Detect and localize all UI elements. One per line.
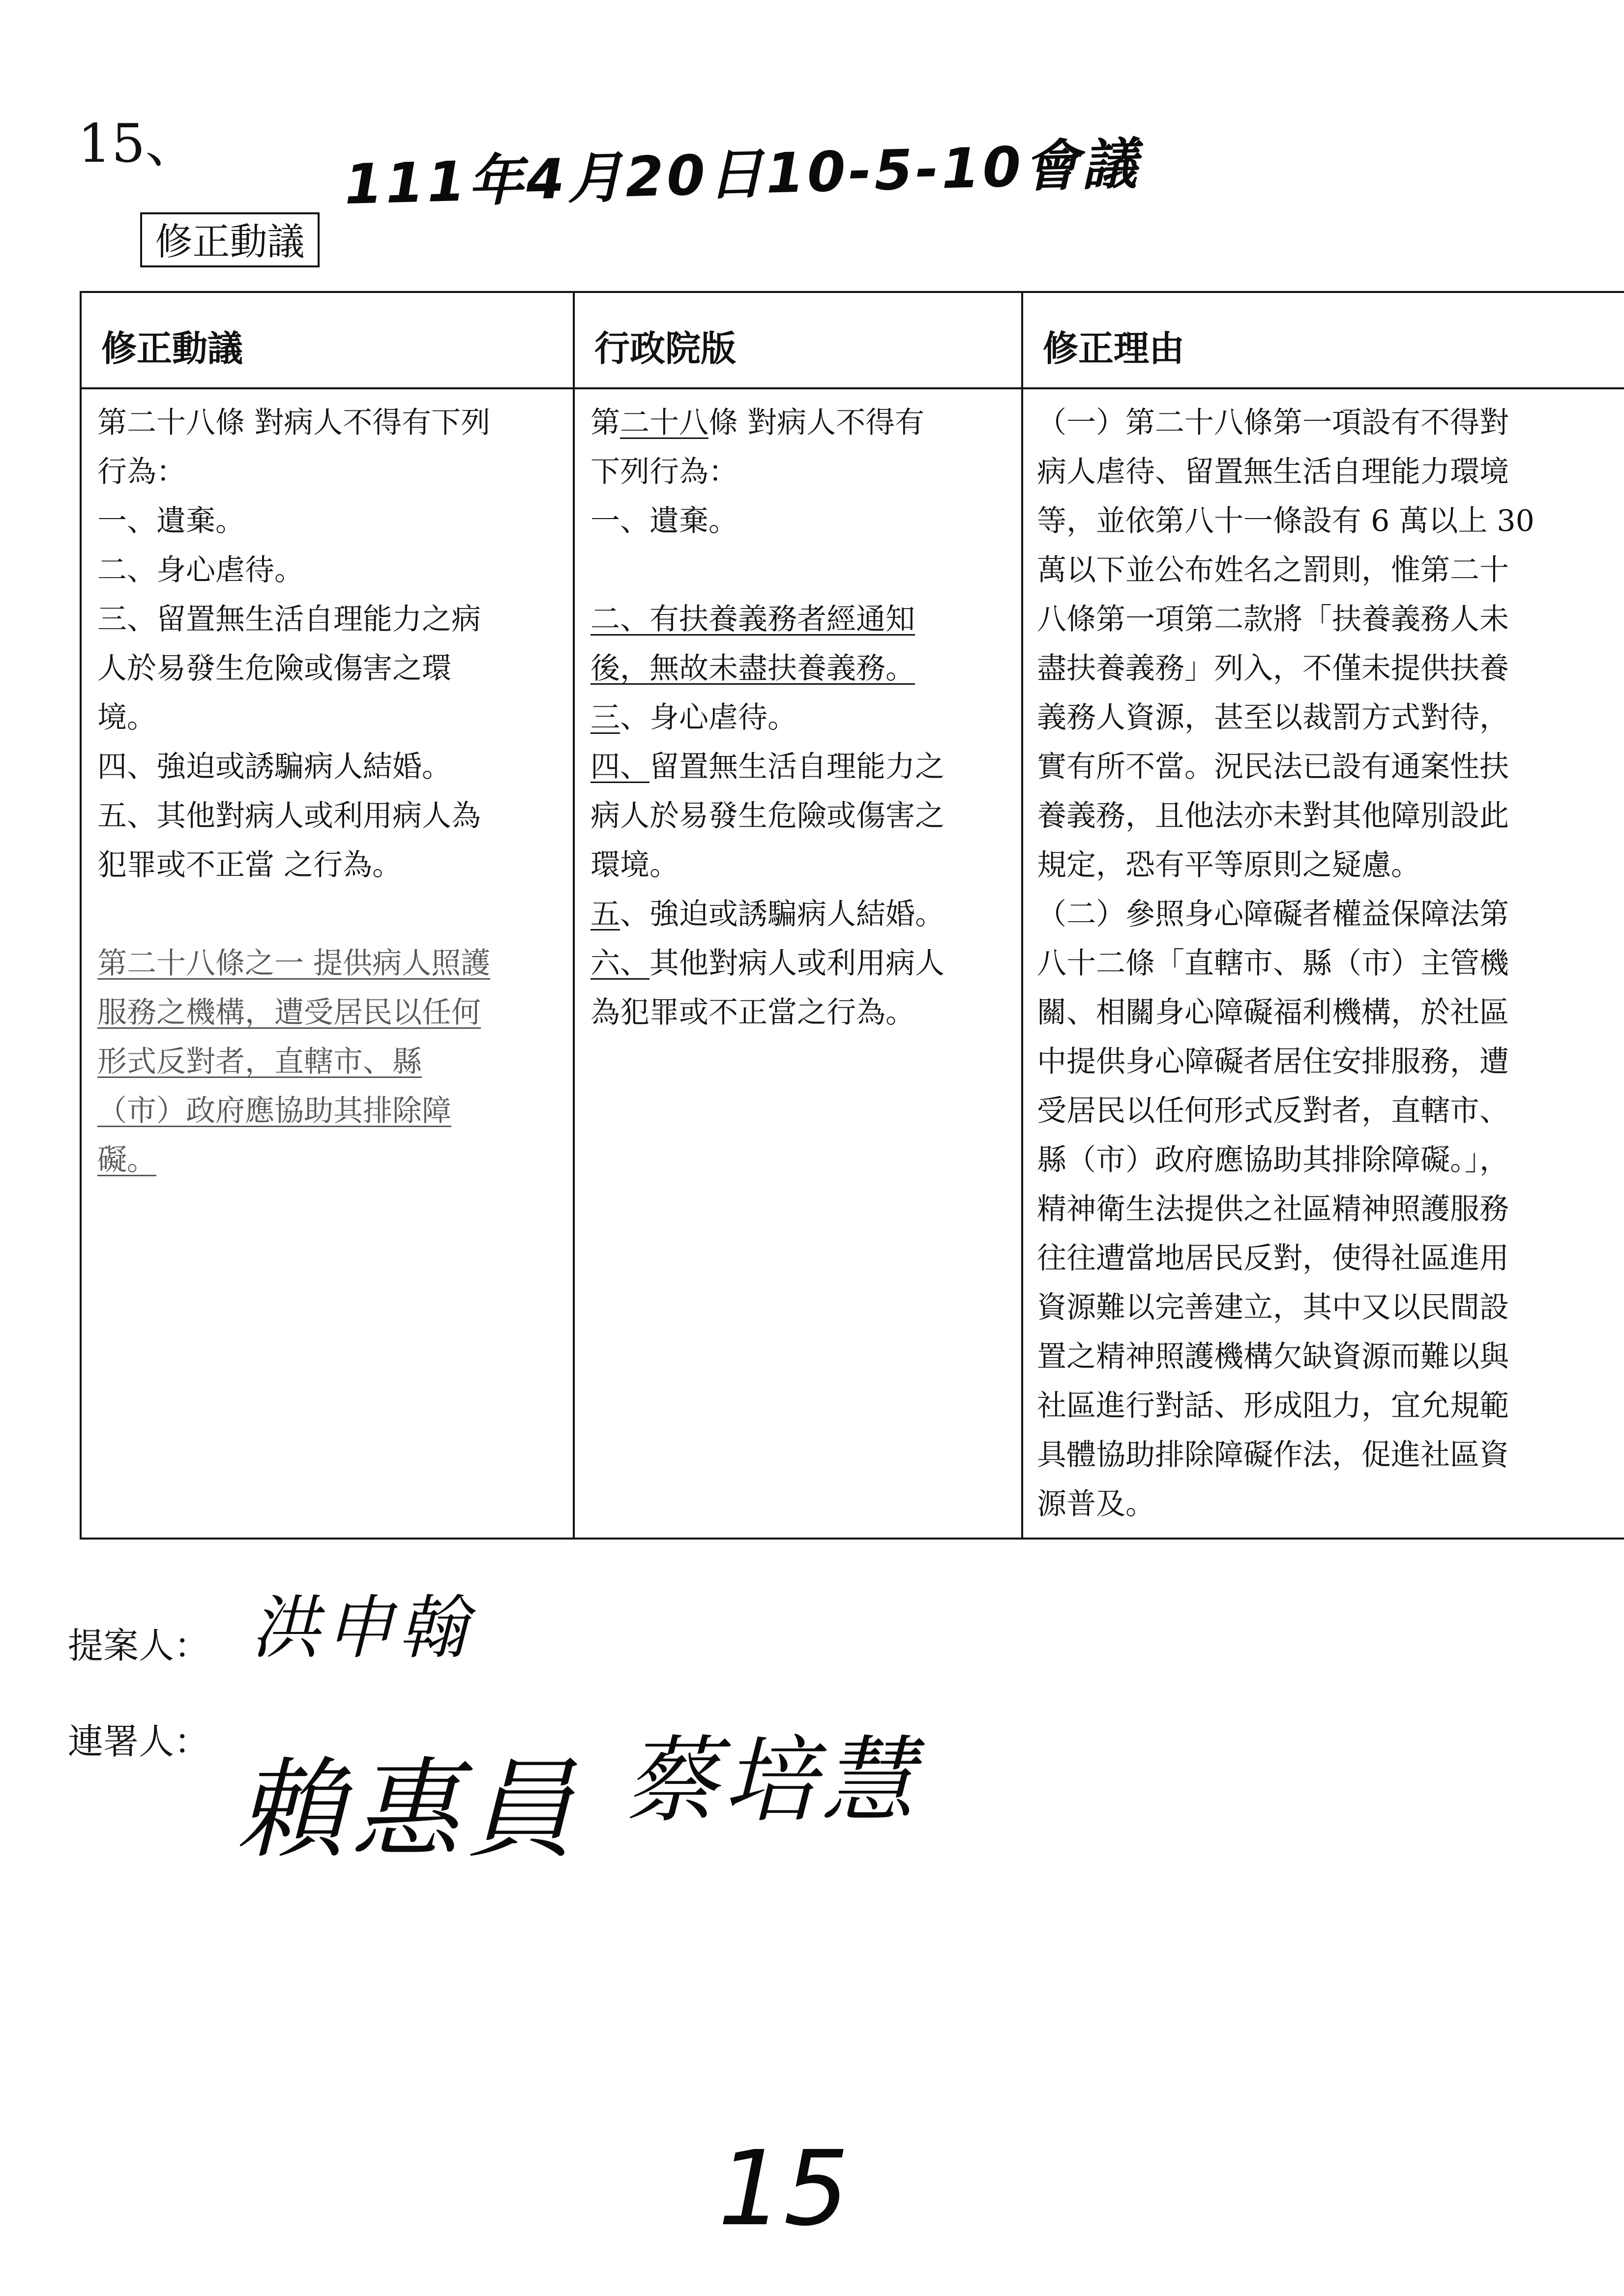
- executive-line: [591, 693, 1011, 742]
- executive-text: 、強迫或誘騙病人結婚。: [620, 897, 945, 931]
- reason-cell: [1022, 388, 1624, 1539]
- executive-text: 留置無生活自理能力之: [650, 750, 945, 784]
- executive-underlined-text: 三: [591, 700, 620, 735]
- motion-line: 境。: [97, 700, 156, 735]
- executive-line: 後，無故未盡扶養義務。: [591, 651, 915, 686]
- reason-line: 社區進行對話、形成阻力，宜允規範: [1037, 1389, 1509, 1423]
- executive-line: [591, 398, 1011, 447]
- motion-line: 五、其他對病人或利用病人為: [97, 799, 481, 833]
- executive-line: 為犯罪或不正當之行為。: [591, 995, 915, 1030]
- item-number: 15、: [78, 113, 199, 174]
- motion-line: 第二十八條 對病人不得有下列: [97, 406, 491, 440]
- motion-added-line: 服務之機構，遭受居民以任何: [97, 995, 481, 1030]
- executive-line: 下列行為：: [591, 455, 738, 489]
- executive-line: 環境。: [591, 848, 679, 882]
- col-header-executive: 行政院版: [574, 292, 1022, 388]
- table-row: [81, 388, 1624, 1539]
- reason-line: 精神衛生法提供之社區精神照護服務: [1037, 1192, 1509, 1226]
- executive-underlined-text: 二十八: [620, 406, 709, 440]
- reason-line: 養義務，且他法亦未對其他障別設此: [1037, 799, 1509, 833]
- motion-label-box: 修正動議: [140, 212, 320, 267]
- executive-cell: [574, 388, 1022, 1539]
- motion-added-line: 礙。: [97, 1143, 156, 1177]
- reason-line: 中提供身心障礙者居住安排服務，遭: [1037, 1045, 1509, 1079]
- cosigner-signature: 賴惠員: [236, 1747, 582, 1873]
- reason-line: 八十二條「直轄市、縣（市）主管機: [1037, 946, 1509, 981]
- motion-cell: [81, 388, 574, 1539]
- executive-text: 第: [591, 406, 620, 440]
- reason-line: （二）參照身心障礙者權益保障法第: [1037, 897, 1509, 931]
- motion-line: 一、遺棄。: [97, 504, 245, 538]
- reason-line: 義務人資源，甚至以裁罰方式對待，: [1037, 700, 1509, 735]
- reason-line: 等，並依第八十一條設有 6 萬以上 30: [1037, 504, 1535, 538]
- reason-line: （一）第二十八條第一項設有不得對: [1037, 406, 1509, 440]
- handwritten-page-number: 15: [718, 2128, 850, 2249]
- executive-underlined-text: 四、: [591, 750, 650, 784]
- reason-line: 盡扶養義務」列入，不僅未提供扶養: [1037, 651, 1509, 686]
- reason-line: 規定，恐有平等原則之疑慮。: [1037, 848, 1420, 882]
- executive-line: 病人於易發生危險或傷害之: [591, 799, 945, 833]
- col-header-reason: 修正理由: [1022, 292, 1624, 388]
- executive-text: 條 對病人不得有: [709, 406, 925, 440]
- motion-line: 四、強迫或誘騙病人結婚。: [97, 750, 451, 784]
- executive-text: 、身心虐待。: [620, 700, 797, 735]
- reason-line: 往往遭當地居民反對，使得社區進用: [1037, 1241, 1509, 1276]
- executive-underlined-text: 五: [591, 897, 620, 931]
- executive-line: [591, 939, 1011, 988]
- executive-line: [591, 890, 1011, 939]
- reason-line: 關、相關身心障礙福利機構，於社區: [1037, 995, 1509, 1030]
- proposer-label: 提案人：: [68, 1625, 210, 1666]
- motion-line: 行為：: [97, 455, 186, 489]
- reason-line: 萬以下並公布姓名之罰則，惟第二十: [1037, 553, 1509, 587]
- motion-line: 二、身心虐待。: [97, 553, 304, 587]
- reason-line: 病人虐待、留置無生活自理能力環境: [1037, 455, 1509, 489]
- executive-line: [591, 742, 1011, 791]
- motion-added-line: 第二十八條之一 提供病人照護: [97, 946, 491, 981]
- motion-line: 犯罪或不正當 之行為。: [97, 848, 402, 882]
- reason-line: 實有所不當。況民法已設有通案性扶: [1037, 750, 1509, 784]
- reason-line: 縣（市）政府應協助其排除障礙。」，: [1037, 1143, 1509, 1177]
- executive-text: 其他對病人或利用病人: [650, 946, 945, 981]
- motion-line: 人於易發生危險或傷害之環: [97, 651, 451, 686]
- motion-added-line: 形式反對者，直轄市、縣: [97, 1045, 422, 1079]
- comparison-table: [80, 291, 1624, 1540]
- handwritten-meeting-date: 111年4月20日10-5-10會議: [343, 132, 1141, 217]
- motion-added-line: （市）政府應協助其排除障: [97, 1094, 451, 1128]
- reason-line: 受居民以任何形式反對者，直轄市、: [1037, 1094, 1509, 1128]
- motion-line: 三、留置無生活自理能力之病: [97, 602, 481, 637]
- table-header-row: [81, 292, 1624, 388]
- executive-line: 二、有扶養義務者經通知: [591, 602, 915, 637]
- cosigner-signature: 蔡培慧: [624, 1726, 920, 1835]
- reason-line: 具體協助排除障礙作法，促進社區資: [1037, 1438, 1509, 1472]
- executive-line: 一、遺棄。: [591, 504, 738, 538]
- reason-line: 資源難以完善建立，其中又以民間設: [1037, 1290, 1509, 1325]
- reason-line: 置之精神照護機構欠缺資源而難以與: [1037, 1339, 1509, 1374]
- col-header-motion: 修正動議: [81, 292, 574, 388]
- reason-line: 八條第一項第二款將「扶養義務人未: [1037, 602, 1509, 637]
- reason-line: 源普及。: [1037, 1487, 1155, 1521]
- cosigner-label: 連署人：: [68, 1721, 210, 1762]
- proposer-signature: 洪申翰: [251, 1588, 472, 1668]
- executive-underlined-text: 六、: [591, 946, 650, 981]
